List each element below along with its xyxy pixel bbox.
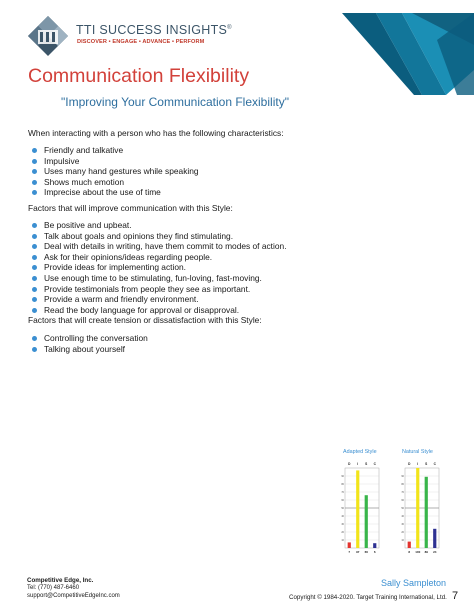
list-item: Shows much emotion bbox=[28, 177, 199, 188]
bar-s bbox=[365, 495, 368, 548]
bar-i bbox=[356, 470, 359, 548]
logo-brand: TTI SUCCESS INSIGHTS® bbox=[76, 23, 232, 37]
corner-decoration bbox=[342, 0, 474, 95]
page-number: 7 bbox=[452, 590, 459, 602]
bar-label: I bbox=[417, 462, 419, 466]
list-item: Provide a warm and friendly environment. bbox=[28, 294, 287, 305]
list-item: Talk about goals and opinions they find stimulating. bbox=[28, 231, 287, 242]
bar-label: D bbox=[408, 462, 411, 466]
list-item: Controlling the conversation bbox=[28, 333, 148, 344]
bar-c bbox=[373, 543, 376, 548]
tension-list bbox=[28, 333, 148, 354]
page-title: Communication Flexibility bbox=[28, 65, 250, 87]
tick-label: 70 bbox=[341, 491, 344, 494]
list-item: Use enough time to be stimulating, fun-loving, fast-moving. bbox=[28, 273, 287, 284]
tick-label: 80 bbox=[341, 483, 344, 486]
bar-label: D bbox=[348, 462, 351, 466]
tick-label: 50 bbox=[401, 507, 404, 510]
bar-value: 7 bbox=[348, 550, 351, 554]
tick-label: 30 bbox=[401, 523, 404, 526]
list-item: Deal with details in writing, have them commit to modes of action. bbox=[28, 241, 287, 252]
tick-label: 80 bbox=[401, 483, 404, 486]
characteristics-list bbox=[28, 145, 199, 198]
tti-logo-icon bbox=[26, 14, 70, 58]
tick-label: 90 bbox=[341, 475, 344, 478]
list-item: Provide ideas for implementing action. bbox=[28, 262, 287, 273]
company-tel: Tel: (770) 487-6460 bbox=[27, 585, 80, 591]
natural-style-graph bbox=[398, 459, 440, 557]
list-item: Be positive and upbeat. bbox=[28, 220, 287, 231]
list-item: Uses many hand gestures while speaking bbox=[28, 166, 199, 177]
copyright: Copyright © 1984-2020. Target Training International, Ltd. bbox=[289, 594, 447, 601]
bar-i bbox=[416, 468, 419, 548]
list-item: Talking about yourself bbox=[28, 344, 148, 355]
page-subtitle: "Improving Your Communication Flexibility" bbox=[61, 95, 289, 109]
tension-heading: Factors that will create tension or dissatisfaction with this Style: bbox=[28, 315, 262, 325]
bar-d bbox=[408, 542, 411, 548]
tick-label: 40 bbox=[341, 515, 344, 518]
list-item: Read the body language for approval or disapproval. bbox=[28, 305, 287, 316]
improve-heading: Factors that will improve communication with this Style: bbox=[28, 203, 233, 213]
bar-d bbox=[348, 542, 351, 548]
adapted-style-graph bbox=[338, 459, 380, 557]
list-item: Ask for their opinions/ideas regarding people. bbox=[28, 252, 287, 263]
list-item: Provide testimonials from people they see as important. bbox=[28, 284, 287, 295]
tick-label: 40 bbox=[401, 515, 404, 518]
bar-c bbox=[433, 529, 436, 548]
tick-label: 10 bbox=[401, 539, 404, 542]
improve-list bbox=[28, 220, 287, 315]
bar-value: 24 bbox=[433, 550, 437, 554]
company-email: support@CompetitiveEdgeInc.com bbox=[27, 593, 120, 599]
tick-label: 30 bbox=[341, 523, 344, 526]
tick-label: 60 bbox=[401, 499, 404, 502]
bar-value: 89 bbox=[424, 550, 428, 554]
tick-label: 90 bbox=[401, 475, 404, 478]
tick-label: 10 bbox=[341, 539, 344, 542]
list-item: Impulsive bbox=[28, 156, 199, 167]
bar-value: 66 bbox=[364, 550, 368, 554]
tick-label: 60 bbox=[341, 499, 344, 502]
bar-value: 8 bbox=[408, 550, 411, 554]
list-item: Imprecise about the use of time bbox=[28, 187, 199, 198]
list-item: Friendly and talkative bbox=[28, 145, 199, 156]
adapted-style-title: Adapted Style bbox=[343, 449, 377, 455]
tick-label: 20 bbox=[341, 531, 344, 534]
company-name: Competitive Edge, Inc. bbox=[27, 577, 94, 584]
tick-label: 70 bbox=[401, 491, 404, 494]
bar-value: 100 bbox=[415, 550, 421, 554]
natural-style-title: Natural Style bbox=[402, 449, 433, 455]
person-name: Sally Sampleton bbox=[381, 578, 447, 588]
logo-tagline: DISCOVER • ENGAGE • ADVANCE • PERFORM bbox=[77, 39, 205, 45]
intro-text: When interacting with a person who has the following characteristics: bbox=[28, 128, 284, 138]
bar-s bbox=[425, 477, 428, 548]
bar-label: S bbox=[425, 462, 428, 466]
tick-label: 50 bbox=[341, 507, 344, 510]
bar-label: C bbox=[433, 462, 436, 466]
bar-label: S bbox=[365, 462, 368, 466]
tick-label: 20 bbox=[401, 531, 404, 534]
bar-label: C bbox=[373, 462, 376, 466]
bar-value: 6 bbox=[373, 550, 376, 554]
bar-value: 97 bbox=[356, 550, 360, 554]
bar-label: I bbox=[357, 462, 359, 466]
